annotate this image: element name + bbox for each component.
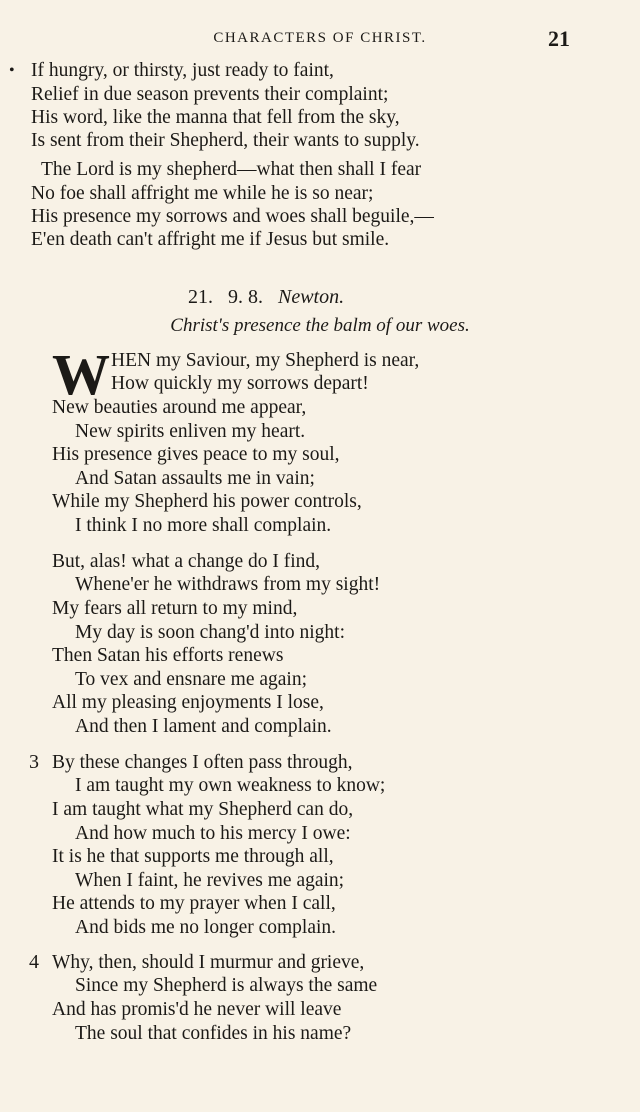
verse-line: He attends to my prayer when I call,: [52, 893, 336, 914]
hymn-number: 21.: [188, 286, 213, 308]
verse-line: When I faint, he revives me again;: [75, 870, 345, 891]
verse-line: I am taught what my Shepherd can do,: [52, 799, 354, 820]
stanza-number: 3: [29, 751, 39, 773]
verse-line: His presence gives peace to my soul,: [52, 444, 340, 465]
stanza-number: 4: [29, 951, 39, 973]
verse-line: Relief in due season prevents their complaint;: [31, 84, 389, 105]
verse-line: But, alas! what a change do I find,: [52, 551, 321, 572]
verse-line: All my pleasing enjoyments I lose,: [52, 692, 324, 713]
verse-line: His word, like the manna that fell from the sky,: [31, 107, 400, 128]
verse-line: And then I lament and complain.: [75, 716, 332, 737]
verse-line: By these changes I often pass through,: [52, 752, 353, 773]
verse-line: Is sent from their Shepherd, their wants to supply.: [31, 130, 420, 151]
verse-line: I am taught my own weakness to know;: [75, 775, 386, 796]
hymn-heading: [188, 286, 344, 309]
verse-line: And Satan assaults me in vain;: [75, 468, 315, 489]
verse-line: New beauties around me appear,: [52, 397, 307, 418]
verse-line: How quickly my sorrows depart!: [111, 373, 369, 394]
verse-line: To vex and ensnare me again;: [75, 669, 308, 690]
verse-line: Then Satan his efforts renews: [52, 645, 284, 666]
drop-cap: W: [52, 342, 110, 407]
verse-line: My day is soon chang'd into night:: [75, 622, 346, 643]
verse-line: His presence my sorrows and woes shall beguile,—: [31, 206, 434, 227]
hymn-meter: 9. 8.: [228, 286, 263, 308]
verse-line: Whene'er he withdraws from my sight!: [75, 574, 381, 595]
verse-line: Why, then, should I murmur and grieve,: [52, 952, 365, 973]
verse-line: While my Shepherd his power controls,: [52, 491, 362, 512]
running-title: CHARACTERS OF CHRIST.: [213, 30, 427, 46]
verse-line: The Lord is my shepherd—what then shall I fear: [41, 159, 422, 180]
verse-line: New spirits enliven my heart.: [75, 421, 306, 442]
verse-line: And has promis'd he never will leave: [52, 999, 342, 1020]
verse-line: E'en death can't affright me if Jesus but smile.: [31, 229, 390, 250]
page-number: 21: [548, 26, 570, 51]
verse-line: No foe shall affright me while he is so near;: [31, 183, 374, 204]
verse-line: And bids me no longer complain.: [75, 917, 337, 938]
hymn-subtitle: Christ's presence the balm of our woes.: [170, 315, 470, 336]
verse-line: It is he that supports me through all,: [52, 846, 334, 867]
verse-line: I think I no more shall complain.: [75, 515, 332, 536]
verse-line: HEN my Saviour, my Shepherd is near,: [111, 350, 420, 371]
hymn-author: Newton.: [278, 286, 345, 308]
verse-line: If hungry, or thirsty, just ready to faint,: [31, 60, 334, 81]
stanza-number: •: [9, 62, 15, 79]
verse-line: Since my Shepherd is always the same: [75, 975, 378, 996]
verse-line: The soul that confides in his name?: [75, 1023, 352, 1044]
verse-line: And how much to his mercy I owe:: [75, 823, 351, 844]
verse-line: My fears all return to my mind,: [52, 598, 298, 619]
